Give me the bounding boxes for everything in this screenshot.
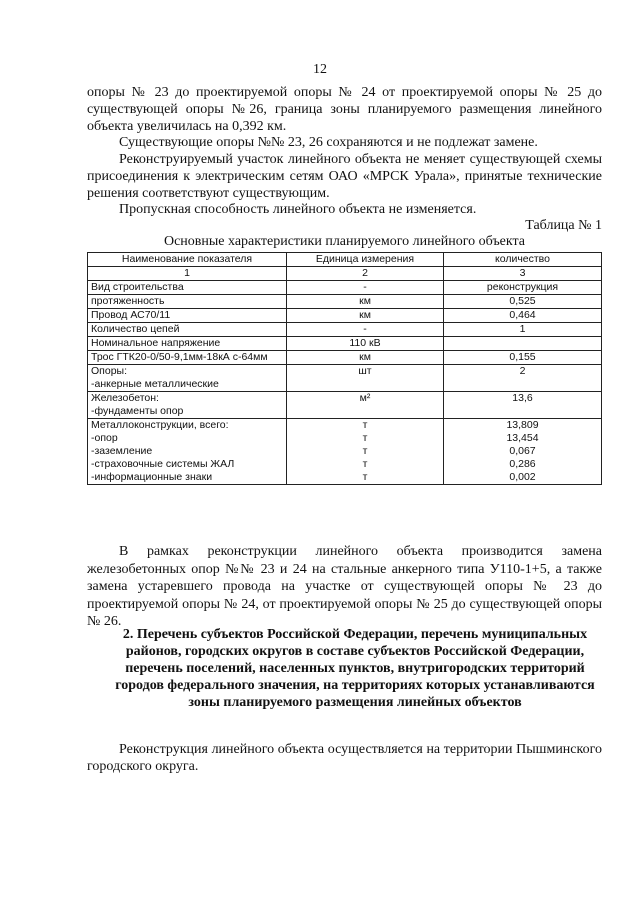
page-number: 12 (313, 62, 327, 77)
table-row (88, 392, 602, 419)
cell-name (88, 351, 287, 365)
index-2: 2 (287, 267, 444, 281)
paragraph-4: Пропускная способность линейного объекта не изменяется. (119, 202, 477, 217)
cell-line: реконструкция (486, 281, 559, 293)
cell-name (88, 309, 287, 323)
cell-line: т (362, 419, 368, 431)
table-body (88, 281, 602, 485)
cell-line: -фундаменты опор (91, 405, 184, 417)
table-row (88, 323, 602, 337)
cell-line: -страховочные системы ЖАЛ (91, 458, 235, 470)
section-title: Перечень субъектов Российской Федерации, перечень муниципальных районов, городских округов в составе субъектов Российской Федерации, перечень поселений, населенных пунктов, внутригородских территорий городов федерального значения, на территориях которых устанавливаются зоны планируемого размещения линейных объектов (115, 627, 595, 710)
cell-line: - (363, 281, 367, 293)
cell-value (444, 392, 602, 419)
final-paragraph: Реконструкция линейного объекта осуществляется на территории Пышминского городского округа. (87, 742, 602, 774)
cell-line: м² (359, 392, 371, 404)
cell-value (444, 419, 602, 485)
cell-line: -опор (91, 432, 118, 444)
cell-line: 0,525 (509, 295, 536, 307)
cell-name (88, 392, 287, 419)
cell-line: 0,067 (509, 445, 536, 457)
cell-line: Провод АС70/11 (91, 309, 171, 321)
cell-value (444, 295, 602, 309)
cell-line: Металлоконструкции, всего: (91, 419, 229, 431)
cell-line: 0,286 (509, 458, 536, 470)
cell-name (88, 281, 287, 295)
cell-line: Номинальное напряжение (91, 337, 221, 349)
cell-value (444, 309, 602, 323)
cell-line: 0,002 (509, 471, 536, 483)
table-row (88, 419, 602, 485)
table-header-row (88, 253, 602, 267)
cell-value (444, 351, 602, 365)
cell-unit (287, 392, 444, 419)
cell-line: 1 (519, 323, 526, 335)
cell-line (447, 337, 598, 350)
table-row (88, 351, 602, 365)
cell-line: т (362, 432, 368, 444)
cell-unit (287, 295, 444, 309)
cell-line: 2 (519, 365, 526, 377)
cell-line: т (362, 445, 368, 457)
cell-line: -информационные знаки (91, 471, 213, 483)
cell-name (88, 365, 287, 392)
section-number: 2. (122, 627, 134, 642)
cell-line: Опоры: (91, 365, 127, 377)
paragraph-2: Существующие опоры №№ 23, 26 сохраняются и не подлежат замене. (119, 135, 538, 150)
index-1: 1 (88, 267, 287, 281)
paragraph-3: Реконструируемый участок линейного объекта не меняет существующей схемы присоединения к электрическим сетям ОАО «МРСК Урала», принятые технические решения соответствуют существующим. (87, 152, 602, 201)
cell-name (88, 419, 287, 485)
cell-line: Железобетон: (91, 392, 159, 404)
characteristics-table (87, 252, 602, 485)
table-row (88, 309, 602, 323)
cell-line: 0,464 (509, 309, 536, 321)
cell-line: 110 кВ (349, 337, 381, 349)
header-unit: Единица измерения (287, 253, 444, 267)
cell-unit (287, 365, 444, 392)
cell-line: 13,454 (506, 432, 539, 444)
cell-line: км (359, 351, 371, 363)
cell-line: Трос ГТК20-0/50-9,1мм-18кА с-64мм (91, 351, 268, 363)
table-caption: Основные характеристики планируемого линейного объекта (163, 234, 526, 249)
cell-line: Вид строительства (91, 281, 184, 293)
section-heading (105, 626, 605, 711)
cell-line: 13,809 (506, 419, 539, 431)
table-index-row (88, 267, 602, 281)
cell-line: км (359, 309, 371, 321)
cell-unit (287, 323, 444, 337)
cell-line: шт (358, 365, 372, 377)
cell-line: -анкерные металлические (91, 378, 219, 390)
cell-line: Количество цепей (91, 323, 180, 335)
table-row (88, 365, 602, 392)
cell-value (444, 323, 602, 337)
cell-line: протяженность (91, 295, 165, 307)
cell-line: -заземление (91, 445, 153, 457)
cell-name (88, 337, 287, 351)
cell-value (444, 281, 602, 295)
cell-unit (287, 309, 444, 323)
cell-line: км (359, 295, 371, 307)
table-row (88, 281, 602, 295)
cell-unit (287, 281, 444, 295)
cell-value (444, 365, 602, 392)
paragraph-1: опоры № 23 до проектируемой опоры № 24 от проектируемой опоры № 25 до существующей опоры №26, граница зоны планируемого размещения линейного объекта увеличилась на 0,392 км. (87, 85, 602, 134)
cell-line: 0,155 (509, 351, 536, 363)
cell-unit (287, 419, 444, 485)
table-row (88, 337, 602, 351)
table-number: Таблица № 1 (525, 218, 602, 233)
cell-line: т (362, 458, 368, 470)
cell-name (88, 323, 287, 337)
cell-value (444, 337, 602, 351)
table-row (88, 295, 602, 309)
cell-unit (287, 351, 444, 365)
header-name: Наименование показателя (88, 253, 287, 267)
header-value: количество (444, 253, 602, 267)
cell-line: т (362, 471, 368, 483)
cell-name (88, 295, 287, 309)
cell-line: 13,6 (512, 392, 533, 404)
paragraph-after-table: В рамках реконструкции линейного объекта производится замена железобетонных опор №№ 23 и 24 на стальные анкерного типа У110-1+5, а также замена устаревшего провода на участке от существующей опоры № 23 до проектируемой опоры № 24, от проектируемой опоры № 25 до существующей опоры № 26. (87, 544, 602, 629)
cell-line: - (363, 323, 367, 335)
cell-unit (287, 337, 444, 351)
index-3: 3 (444, 267, 602, 281)
